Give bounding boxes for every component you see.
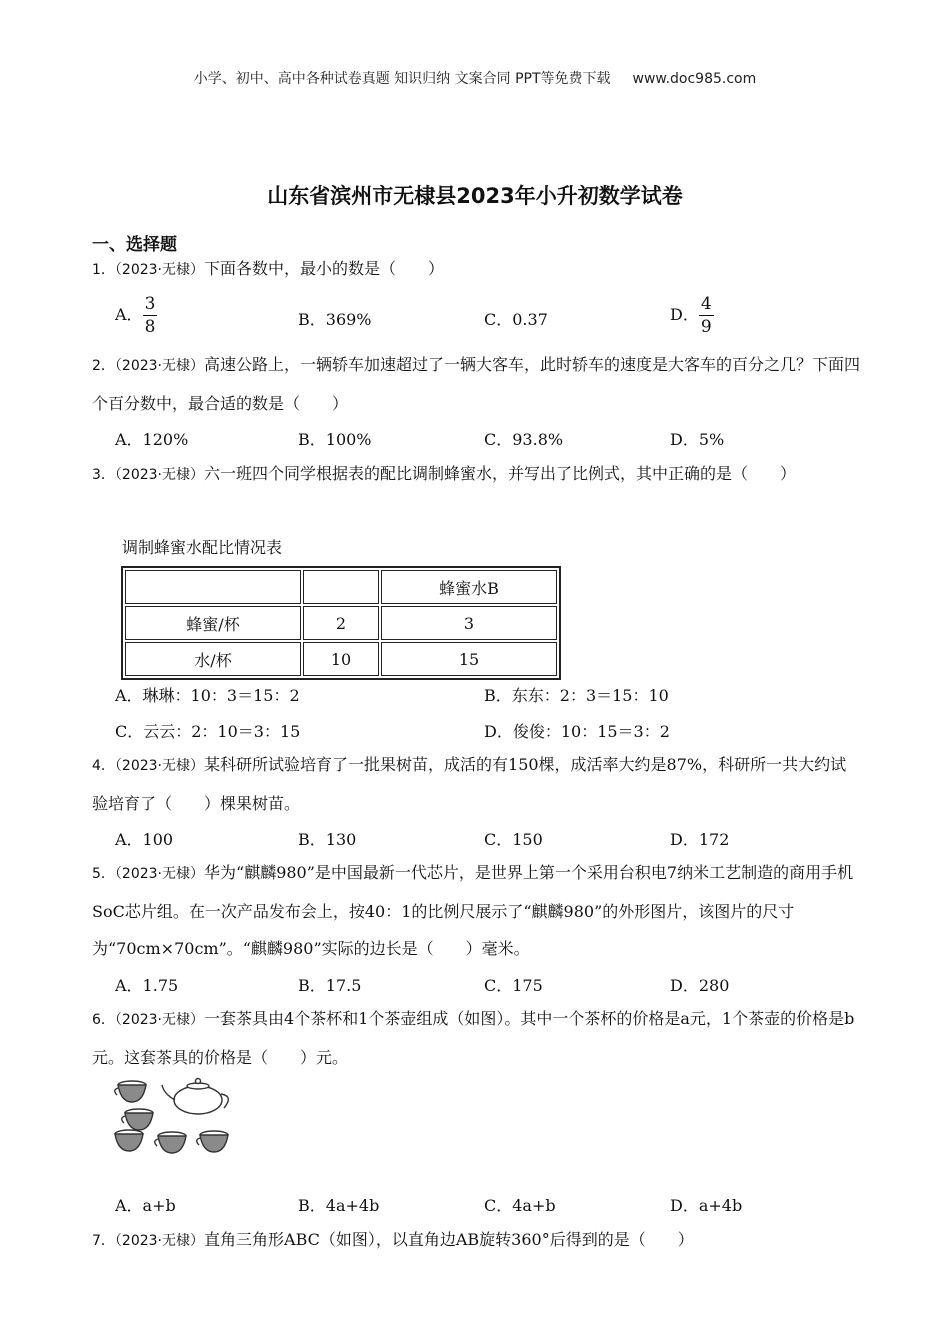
- q5-option-d: D．280: [670, 976, 730, 995]
- q2-option-b: B．100%: [298, 430, 372, 449]
- q4-option-d: D．172: [670, 830, 730, 849]
- question-source: （2023·无棣）: [114, 358, 205, 374]
- q1-option-c: C．0.37: [484, 310, 548, 329]
- page-header: [0, 68, 950, 88]
- question-5: [92, 854, 862, 967]
- table-cell: [125, 570, 301, 604]
- table-cell: [303, 570, 379, 604]
- q4-option-c: C．150: [484, 830, 543, 849]
- table-cell: 15: [381, 642, 557, 676]
- q5-option-b: B．17.5: [298, 976, 362, 995]
- q1-option-b: B．369%: [298, 310, 372, 329]
- question-number: 3．: [92, 467, 115, 483]
- fraction-3-8: $\frac{3}{8}$: [144, 294, 156, 337]
- question-4: [92, 746, 862, 822]
- q3-option-a: A．琳琳：10：3＝15：2: [115, 686, 300, 705]
- q2-option-a: A．120%: [115, 430, 189, 449]
- question-text: 直角三角形ABC（如图），以直角边AB旋转360°后得到的是（ ）: [204, 1230, 694, 1249]
- question-number: 5．: [92, 866, 115, 882]
- question-number: 6．: [92, 1012, 115, 1028]
- question-source: （2023·无棣）: [114, 1233, 205, 1249]
- q3-option-c: C．云云：2：10＝3：15: [115, 722, 301, 741]
- fraction-4-9: $\frac{4}{9}$: [700, 294, 712, 337]
- table-caption: 调制蜂蜜水配比情况表: [122, 538, 283, 557]
- honey-ratio-table: [121, 566, 561, 680]
- question-text: 高速公路上，一辆轿车加速超过了一辆大客车，此时轿车的速度是大客车的百分之几？下面四个百分数中，最合适的数是（ ）: [92, 355, 861, 413]
- q6-option-c: C．4a+b: [484, 1196, 556, 1215]
- table-cell: 蜂蜜水B: [381, 570, 557, 604]
- question-source: （2023·无棣）: [114, 758, 205, 774]
- q3-option-b: B．东东：2：3＝15：10: [484, 686, 669, 705]
- question-number: 4．: [92, 758, 115, 774]
- header-url[interactable]: www.doc985.com: [632, 71, 757, 87]
- q2-option-d: D．5%: [670, 430, 725, 449]
- table-cell: 2: [303, 606, 379, 640]
- question-source: （2023·无棣）: [114, 866, 205, 882]
- question-number: 2．: [92, 358, 115, 374]
- question-text: 一套茶具由4个茶杯和1个茶壶组成（如图）。其中一个茶杯的价格是a元，1个茶壶的价格是b元。这套茶具的价格是（ ）元。: [92, 1009, 855, 1067]
- question-text: 某科研所试验培育了一批果树苗，成活的有150棵，成活率大约是87%，科研所一共大约试验培育了（ ）棵果树苗。: [92, 755, 847, 813]
- teapot-icon: [162, 1079, 228, 1115]
- table-cell: 水/杯: [125, 642, 301, 676]
- tea-set-illustration: [112, 1076, 242, 1156]
- q6-option-a: A．a+b: [115, 1196, 176, 1215]
- question-source: （2023·无棣）: [114, 1012, 205, 1028]
- teacup-icon: [115, 1081, 146, 1102]
- question-number: 1．: [92, 262, 115, 278]
- table-header-row: [125, 570, 557, 604]
- question-1: [92, 250, 862, 289]
- teacup-icon: [122, 1109, 153, 1130]
- question-text: 华为“麒麟980”是中国最新一代芯片，是世界上第一个采用台积电7纳米工艺制造的商用手机SoC芯片组。在一次产品发布会上，按40：1的比例尺展示了“麒麟980”的外形图片，该图片的尺寸为“70cm×70cm”。“麒麟980”实际的边长是（ ）毫米。: [92, 863, 854, 958]
- table-cell: 10: [303, 642, 379, 676]
- q6-option-d: D．a+4b: [670, 1196, 743, 1215]
- section-heading: 一、选择题: [92, 235, 177, 255]
- q5-option-a: A．1.75: [115, 976, 179, 995]
- question-6: [92, 1000, 862, 1076]
- q4-option-a: A．100: [115, 830, 174, 849]
- question-number: 7．: [92, 1233, 115, 1249]
- question-2: [92, 346, 862, 422]
- question-source: （2023·无棣）: [114, 467, 205, 483]
- teacup-icon: [197, 1131, 228, 1152]
- table-row: [125, 606, 557, 640]
- q1-option-d: D． $\frac{4}{9}$: [670, 294, 712, 337]
- q5-option-c: C．175: [484, 976, 543, 995]
- question-text: 六一班四个同学根据表的配比调制蜂蜜水，并写出了比例式，其中正确的是（ ）: [204, 464, 797, 483]
- teacup-icon: [115, 1130, 143, 1151]
- question-3: [92, 455, 862, 494]
- teacup-icon: [155, 1132, 186, 1153]
- table-row: [125, 642, 557, 676]
- exam-title: 山东省滨州市无棣县2023年小升初数学试卷: [267, 184, 683, 208]
- header-text: 小学、初中、高中各种试卷真题 知识归纳 文案合同 PPT等免费下载: [193, 71, 611, 87]
- question-7: [92, 1221, 862, 1260]
- q6-option-b: B．4a+4b: [298, 1196, 380, 1215]
- question-source: （2023·无棣）: [114, 262, 205, 278]
- table-cell: 蜂蜜/杯: [125, 606, 301, 640]
- q3-option-d: D．俊俊：10：15＝3：2: [484, 722, 670, 741]
- table-cell: 3: [381, 606, 557, 640]
- question-text: 下面各数中，最小的数是（ ）: [204, 259, 445, 278]
- q2-option-c: C．93.8%: [484, 430, 564, 449]
- q4-option-b: B．130: [298, 830, 357, 849]
- q1-option-a: A． $\frac{3}{8}$: [115, 294, 156, 337]
